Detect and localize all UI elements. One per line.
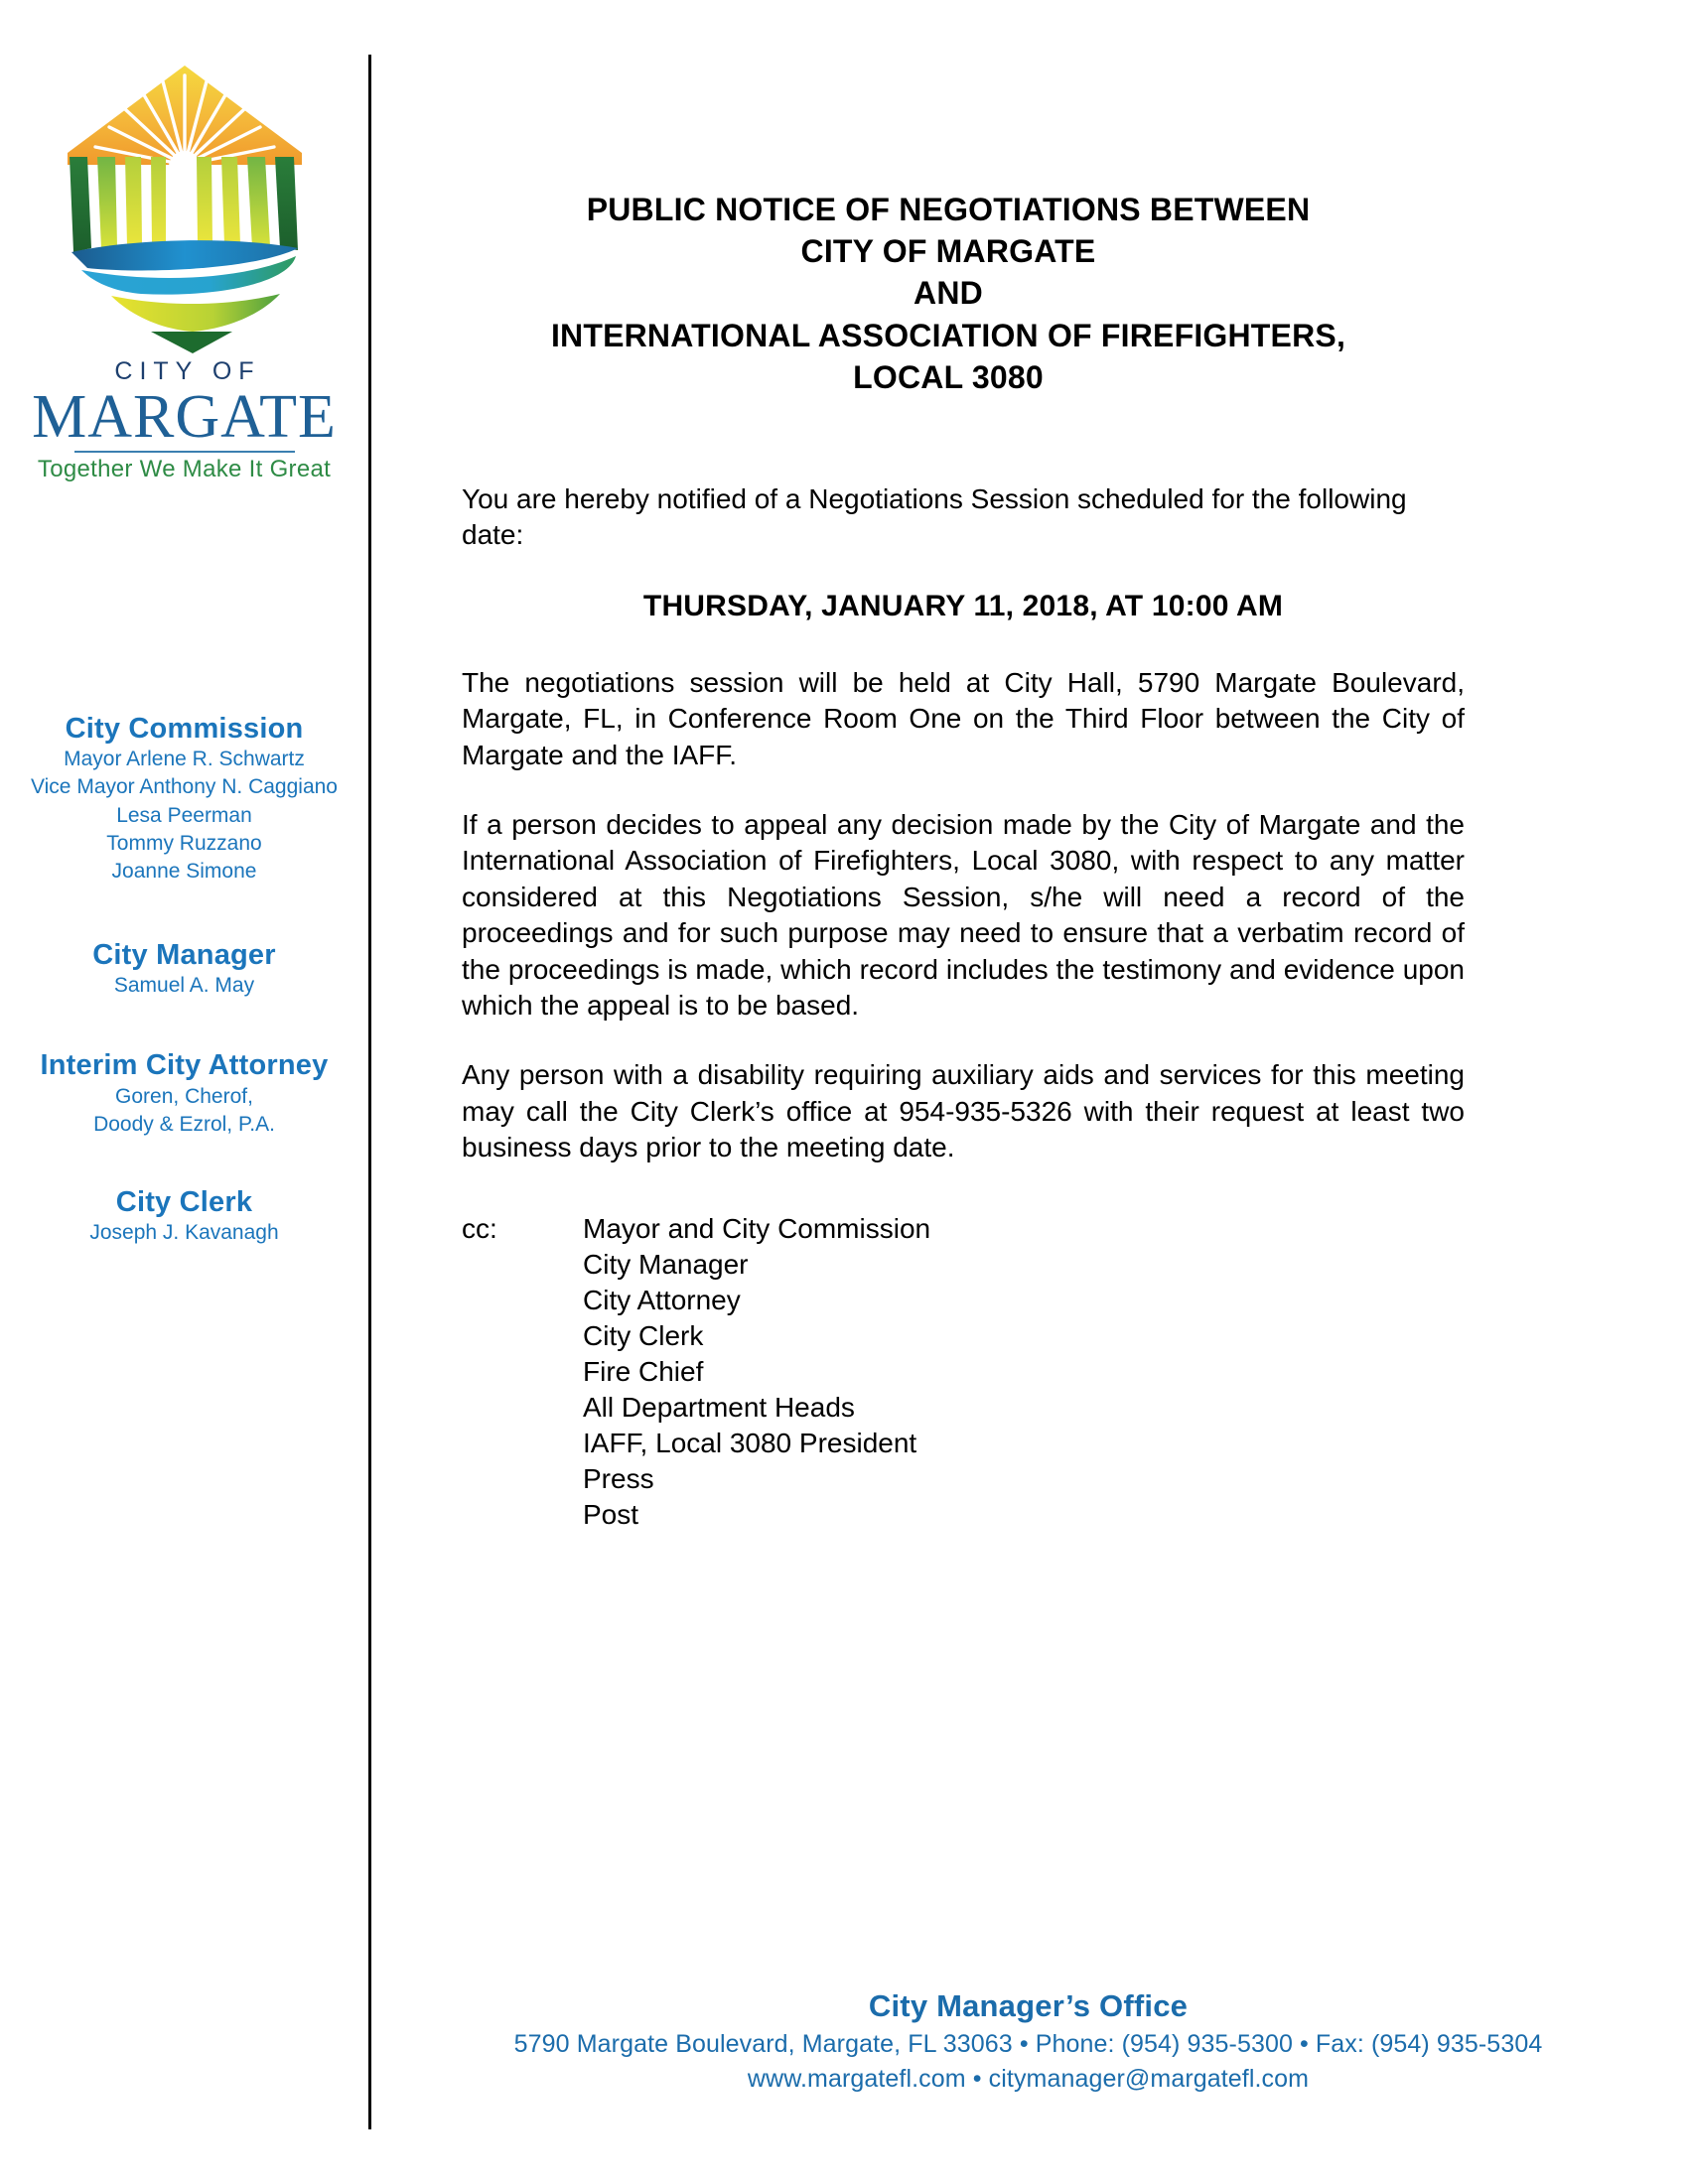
cc-recipient: City Manager <box>583 1249 749 1281</box>
title-line: LOCAL 3080 <box>853 358 1044 395</box>
official-name: Joanne Simone <box>111 859 257 883</box>
officials-group-commission <box>0 713 368 886</box>
official-name: Mayor Arlene R. Schwartz <box>64 748 305 771</box>
officials-group-city-clerk <box>0 1186 368 1247</box>
cc-label: cc: <box>462 1213 497 1245</box>
ada-paragraph: Any person with a disability requiring auxiliary aids and services for this meeting may call the City Clerk’s office at 954-935-5326 with their request at least two business days prior to the meeting date. <box>462 1059 1465 1163</box>
cc-recipient: IAFF, Local 3080 President <box>583 1428 917 1459</box>
officials-group-city-attorney <box>0 1049 368 1139</box>
cc-recipient: All Department Heads <box>583 1392 855 1424</box>
official-name: Vice Mayor Anthony N. Caggiano <box>31 775 338 799</box>
cc-recipient-list <box>583 1211 1465 1533</box>
spacer <box>0 1139 368 1186</box>
officials-heading: City Commission <box>65 713 304 745</box>
footer-web-contact: www.margatefl.com • citymanager@margatefl.com <box>747 2065 1310 2094</box>
main-content <box>417 0 1638 2184</box>
spacer <box>0 1000 368 1049</box>
cc-recipient: Press <box>583 1463 654 1495</box>
logo-city-of-text: CITY OF <box>114 357 261 385</box>
cc-recipient: City Attorney <box>583 1285 741 1316</box>
logo-divider-rule <box>74 451 295 453</box>
officials-heading: City Manager <box>92 938 276 971</box>
officials-heading: Interim City Attorney <box>40 1049 329 1082</box>
officials-group-city-manager <box>0 939 368 1000</box>
logo-tagline: Together We Make It Great <box>37 455 332 482</box>
page-footer <box>368 1985 1688 2098</box>
page-title <box>417 189 1479 398</box>
margate-city-seal-icon <box>46 58 324 355</box>
logo-city-name: MARGATE <box>32 383 337 451</box>
footer-address: 5790 Margate Boulevard, Margate, FL 33063 • Phone: (954) 935-5300 • Fax: (954) 935-5304 <box>513 2029 1543 2058</box>
official-name: Lesa Peerman <box>116 803 252 827</box>
intro-paragraph: You are hereby notified of a Negotiations Session scheduled for the following date: <box>462 483 1407 551</box>
official-name: Goren, Cherof, <box>115 1084 253 1108</box>
cc-recipient: Post <box>583 1499 639 1531</box>
official-name: Samuel A. May <box>113 974 255 998</box>
title-line: AND <box>914 275 983 312</box>
vertical-divider <box>368 55 371 2129</box>
spacer <box>0 886 368 939</box>
meeting-date-line: THURSDAY, JANUARY 11, 2018, AT 10:00 AM <box>642 589 1284 622</box>
cc-recipient: City Clerk <box>583 1320 704 1352</box>
city-logo <box>0 58 368 483</box>
footer-office-name: City Manager’s Office <box>868 1988 1189 2023</box>
officials-list <box>0 713 368 1248</box>
title-line: PUBLIC NOTICE OF NEGOTIATIONS BETWEEN <box>586 192 1311 227</box>
cc-recipient: Fire Chief <box>583 1356 704 1388</box>
cc-block <box>462 1211 1465 1533</box>
location-paragraph: The negotiations session will be held at City Hall, 5790 Margate Boulevard, Margate, FL, in Conference Room One on the Third Floor between the City of Margate and the IAFF. <box>462 666 1465 770</box>
title-line: INTERNATIONAL ASSOCIATION OF FIREFIGHTERS, <box>550 317 1346 353</box>
cc-recipient: Mayor and City Commission <box>583 1213 931 1245</box>
title-line: CITY OF MARGATE <box>800 233 1096 270</box>
official-name: Joseph J. Kavanagh <box>89 1221 279 1245</box>
official-name: Tommy Ruzzano <box>106 831 262 855</box>
notice-body <box>462 481 1465 1533</box>
sidebar <box>0 0 368 2184</box>
appeal-paragraph: If a person decides to appeal any decision made by the City of Margate and the International Association of Firefighters, Local 3080, with respect to any matter considered at this Negotiations Session, s/he will need a record of the proceedings and for such purpose may need to ensure that a verbatim record of the proceedings is made, which record includes the testimony and evidence upon which the appeal is to be based. <box>462 808 1465 1021</box>
official-name: Doody & Ezrol, P.A. <box>93 1112 275 1136</box>
officials-heading: City Clerk <box>115 1186 253 1219</box>
